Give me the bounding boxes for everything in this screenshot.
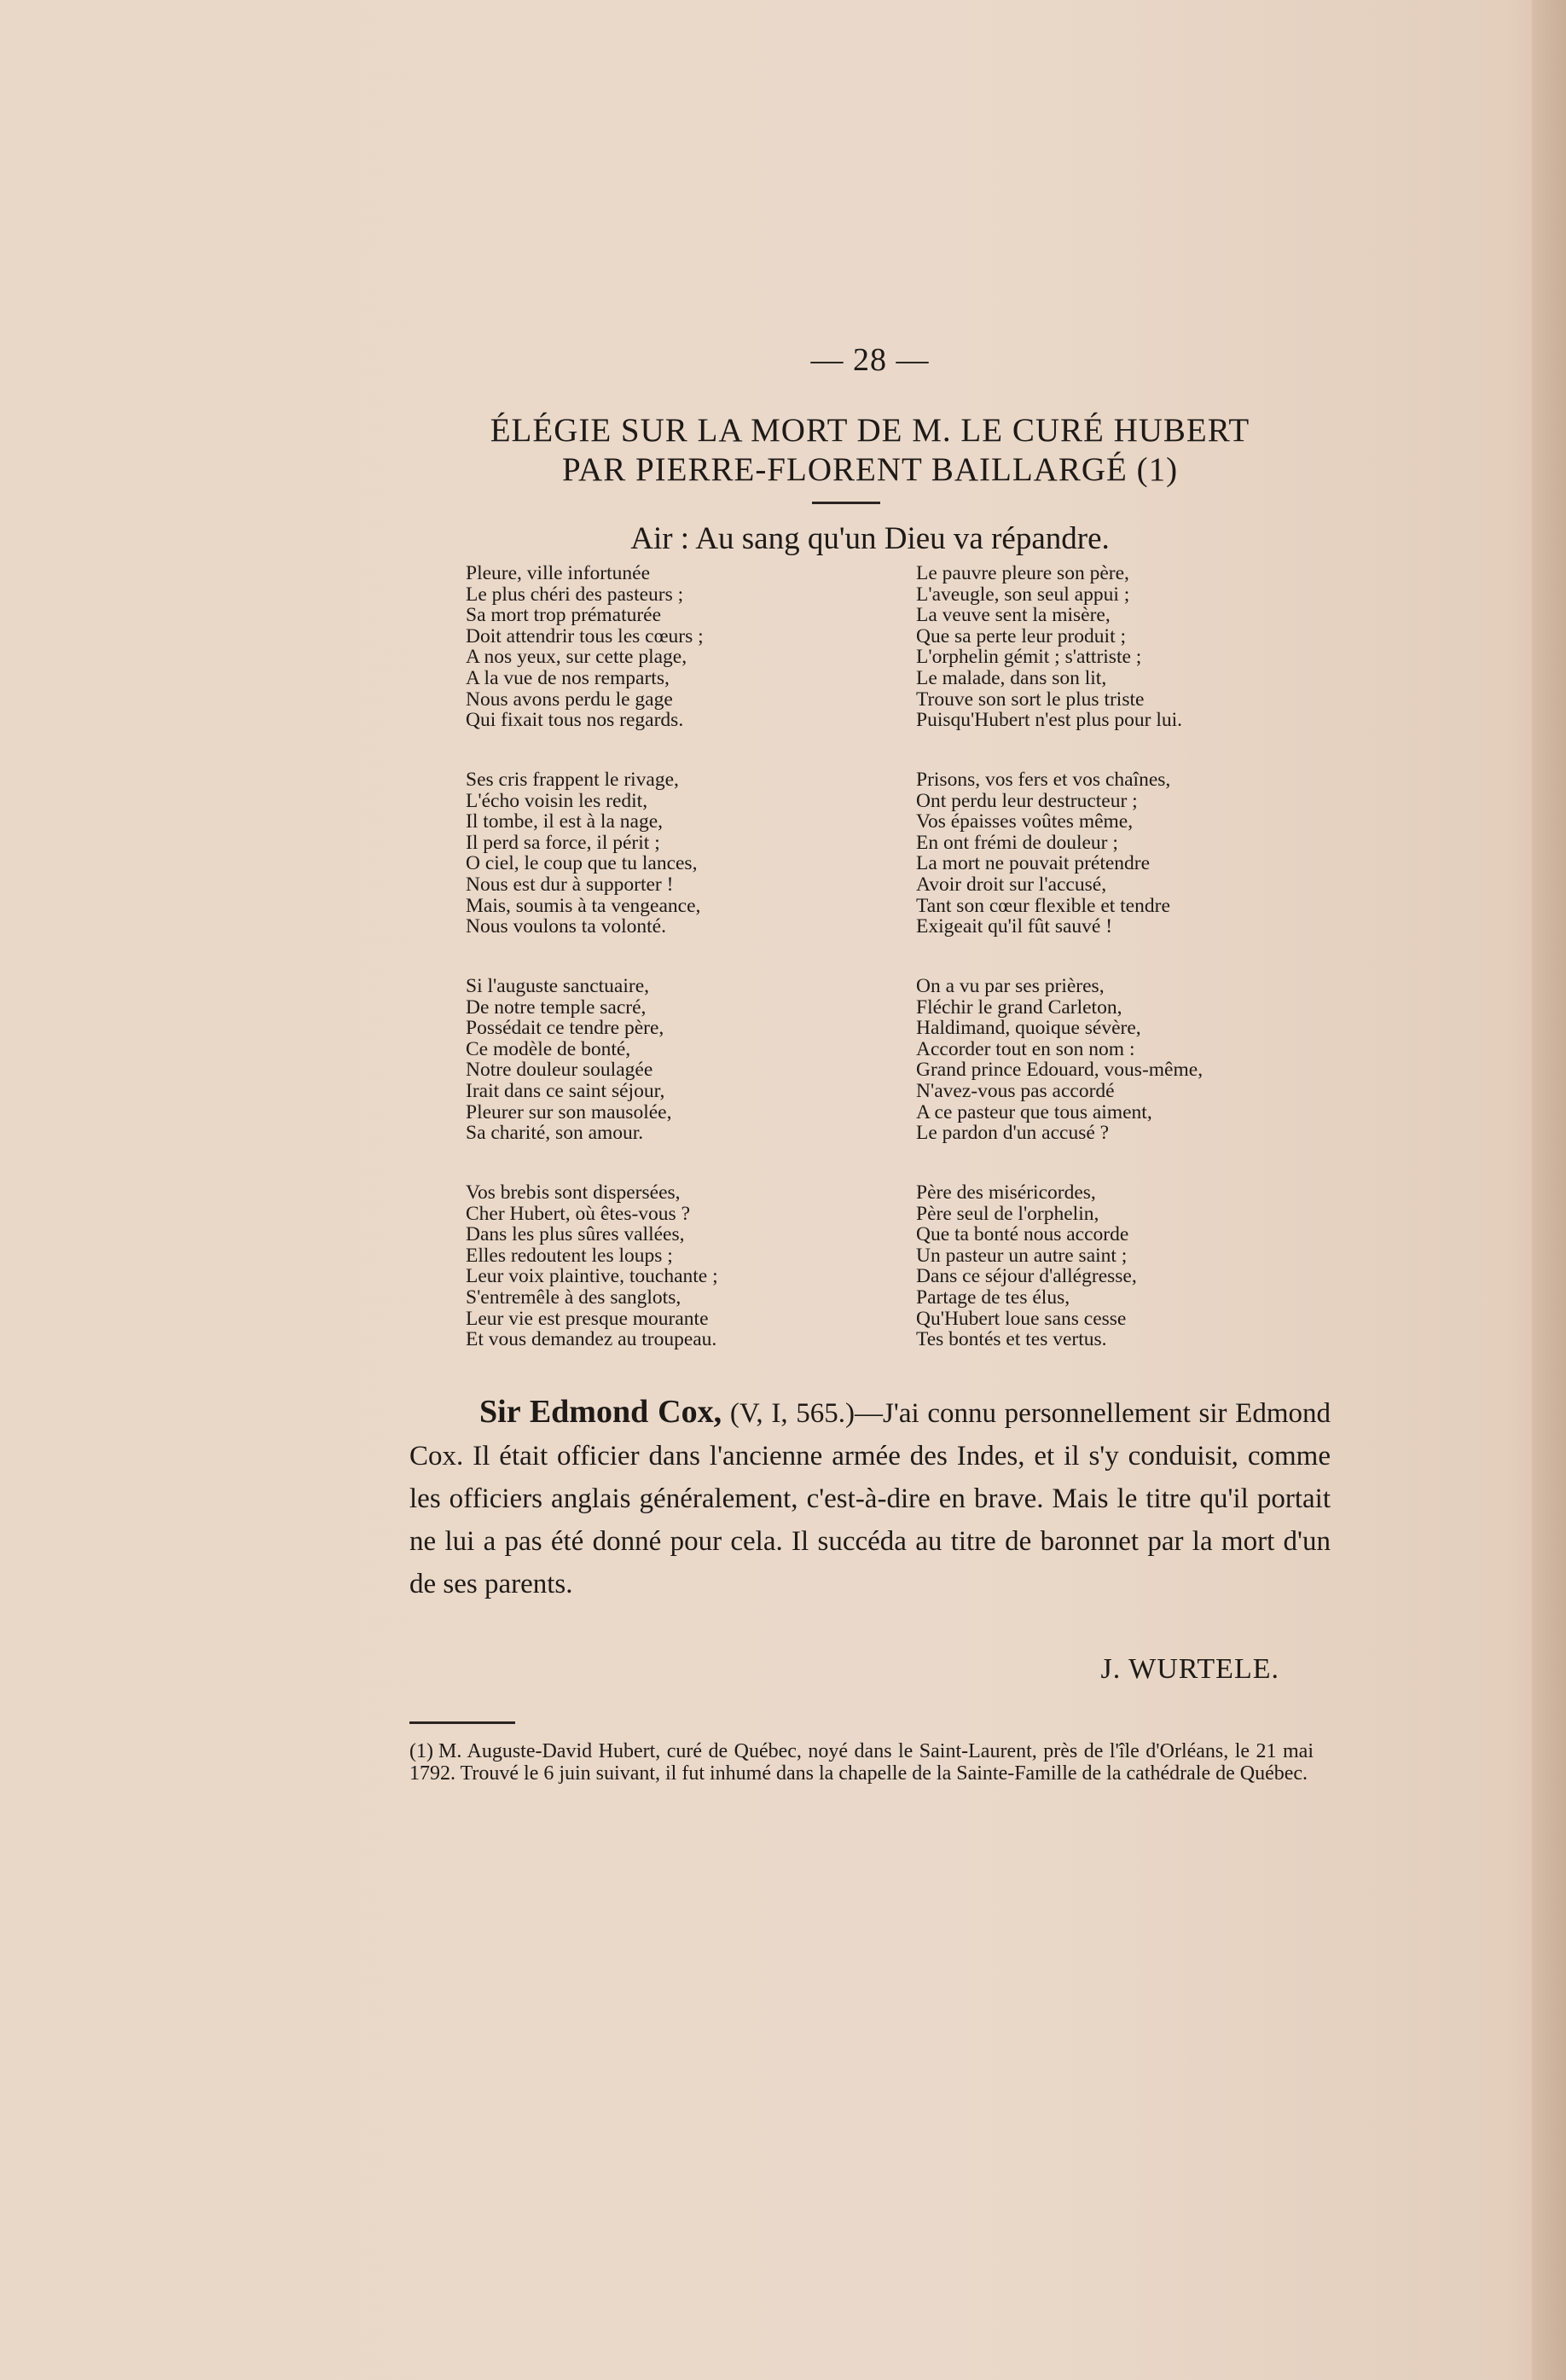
poem-line: Accorder tout en son nom : — [916, 1037, 1135, 1060]
poem-line: Un pasteur un autre saint ; — [916, 1244, 1128, 1267]
poem-line: De notre temple sacré, — [466, 996, 647, 1019]
footnote — [409, 1740, 1314, 1785]
poem-line: Prisons, vos fers et vos chaînes, — [916, 769, 1171, 791]
poem-line: Et vous demandez au troupeau. — [466, 1328, 717, 1351]
poem-line: Père des miséricordes, — [916, 1181, 1096, 1204]
poem-stanza — [466, 563, 892, 769]
poem-line: Doit attendrir tous les cœurs ; — [466, 624, 704, 647]
poem-line: Puisqu'Hubert n'est plus pour lui. — [916, 709, 1183, 732]
poem-line: Leur vie est presque mourante — [466, 1307, 709, 1330]
poem-line: Nous avons perdu le gage — [466, 688, 673, 711]
poem-line: Ce modèle de bonté, — [466, 1037, 631, 1060]
poem-line: Leur voix plaintive, touchante ; — [466, 1265, 718, 1288]
poem-line: Sa charité, son amour. — [466, 1122, 644, 1145]
poem-line: Le pardon d'un accusé ? — [916, 1122, 1110, 1145]
footnote-rule — [409, 1721, 515, 1724]
poem-line: Pleurer sur son mausolée, — [466, 1100, 672, 1123]
poem-stanza — [466, 976, 892, 1182]
poem-line: Nous est dur à supporter ! — [466, 873, 674, 896]
poem-line: Tant son cœur flexible et tendre — [916, 894, 1170, 917]
page-number: — 28 — — [810, 342, 930, 378]
poem-line: La mort ne pouvait prétendre — [916, 852, 1151, 875]
poem-line: A ce pasteur que tous aiment, — [916, 1100, 1152, 1123]
poem-line: Cher Hubert, où êtes-vous ? — [466, 1202, 690, 1225]
poem-line: Il perd sa force, il périt ; — [466, 831, 660, 854]
poem-right-column — [916, 563, 1343, 1389]
poem-line: Vos épaisses voûtes même, — [916, 810, 1134, 833]
poem-line: Mais, soumis à ta vengeance, — [466, 894, 701, 917]
poem-line: Le malade, dans son lit, — [916, 666, 1107, 689]
poem-air: Air : Au sang qu'un Dieu va répandre. — [630, 521, 1110, 556]
poem-line: Le plus chéri des pasteurs ; — [466, 583, 684, 606]
poem-line: Que sa perte leur produit ; — [916, 624, 1127, 647]
poem-line: Trouve son sort le plus triste — [916, 688, 1145, 711]
poem-stanza — [466, 769, 892, 976]
poem-line: Elles redoutent les loups ; — [466, 1244, 673, 1267]
poem-line: A nos yeux, sur cette plage, — [466, 646, 687, 669]
footnote-text: M. Auguste-David Hubert, curé de Québec, noyé dans le Saint-Laurent, près de l'île d'Orléans, le 21 mai 1792. Trouvé le 6 juin suivant, il fut inhumé dans la chapelle de la Sainte-Famille de la cathédrale de Québec. — [409, 1740, 1314, 1785]
entry-paragraph — [409, 1390, 1331, 1605]
poem-line: Partage de tes élus, — [916, 1286, 1070, 1309]
poem-line: Le pauvre pleure son père, — [916, 562, 1129, 584]
poem-stanza — [916, 976, 1343, 1182]
poem-line: Vos brebis sont dispersées, — [466, 1181, 681, 1204]
poem-line: Notre douleur soulagée — [466, 1059, 653, 1082]
poem-line: Sa mort trop prématurée — [466, 604, 662, 627]
poem-stanza — [916, 1182, 1343, 1389]
poem-line: Ont perdu leur destructeur ; — [916, 789, 1138, 812]
poem-line: Ses cris frappent le rivage, — [466, 769, 679, 791]
poem-line: Père seul de l'orphelin, — [916, 1202, 1099, 1225]
poem-line: La veuve sent la misère, — [916, 604, 1111, 627]
entry-signature: J. WURTELE. — [1100, 1653, 1279, 1685]
poem-line: L'aveugle, son seul appui ; — [916, 583, 1130, 606]
poem-line: Grand prince Edouard, vous-même, — [916, 1059, 1204, 1082]
poem-line: En ont frémi de douleur ; — [916, 831, 1118, 854]
poem-stanza — [466, 1182, 892, 1389]
footnote-mark: (1) — [409, 1740, 433, 1762]
poem-line: Que ta bonté nous accorde — [916, 1223, 1129, 1246]
poem-line: On a vu par ses prières, — [916, 975, 1105, 997]
poem-left-column — [466, 563, 892, 1389]
poem-title-line-1: ÉLÉGIE SUR LA MORT DE M. LE CURÉ HUBERT — [490, 412, 1250, 449]
poem-line: Pleure, ville infortunée — [466, 562, 650, 584]
poem-line: S'entremêle à des sanglots, — [466, 1286, 682, 1309]
poem-title — [409, 411, 1331, 490]
poem-stanza — [916, 563, 1343, 769]
poem-line: Avoir droit sur l'accusé, — [916, 873, 1107, 896]
page-edge — [1532, 0, 1566, 2380]
poem-line: Irait dans ce saint séjour, — [466, 1079, 665, 1102]
poem-line: L'orphelin gémit ; s'attriste ; — [916, 646, 1142, 669]
entry-name: Sir Edmond Cox, — [479, 1394, 722, 1430]
poem-line: Tes bontés et tes vertus. — [916, 1328, 1107, 1351]
poem-line: Possédait ce tendre père, — [466, 1017, 664, 1040]
poem-title-line-2: PAR PIERRE-FLORENT BAILLARGÉ (1) — [561, 451, 1179, 488]
poem-line: Haldimand, quoique sévère, — [916, 1017, 1141, 1040]
poem-line: A la vue de nos remparts, — [466, 666, 670, 689]
poem-line: N'avez-vous pas accordé — [916, 1079, 1115, 1102]
poem-line: Si l'auguste sanctuaire, — [466, 975, 650, 997]
poem-line: L'écho voisin les redit, — [466, 789, 648, 812]
poem-line: Qu'Hubert loue sans cesse — [916, 1307, 1127, 1330]
poem-line: Exigeait qu'il fût sauvé ! — [916, 915, 1113, 938]
poem-line: Nous voulons ta volonté. — [466, 915, 666, 938]
poem-line: Fléchir le grand Carleton, — [916, 996, 1122, 1019]
poem-line: Qui fixait tous nos regards. — [466, 709, 684, 732]
poem-stanza — [916, 769, 1343, 976]
entry-text: (V, I, 565.)—J'ai connu personnellement sir Edmond Cox. Il était officier dans l'ancienne armée des Indes, et il s'y conduisit, comme les officiers anglais généralement, c'est-à-dire en brave. Mais le titre qu'il portait ne lui a pas été donné pour cela. Il succéda au titre de baronnet par la mort d'un de ses parents. — [409, 1398, 1331, 1599]
title-rule — [812, 502, 880, 504]
poem-line: Dans les plus sûres vallées, — [466, 1223, 685, 1246]
poem-line: Dans ce séjour d'allégresse, — [916, 1265, 1137, 1288]
poem-line: Il tombe, il est à la nage, — [466, 810, 664, 833]
poem-line: O ciel, le coup que tu lances, — [466, 852, 698, 875]
